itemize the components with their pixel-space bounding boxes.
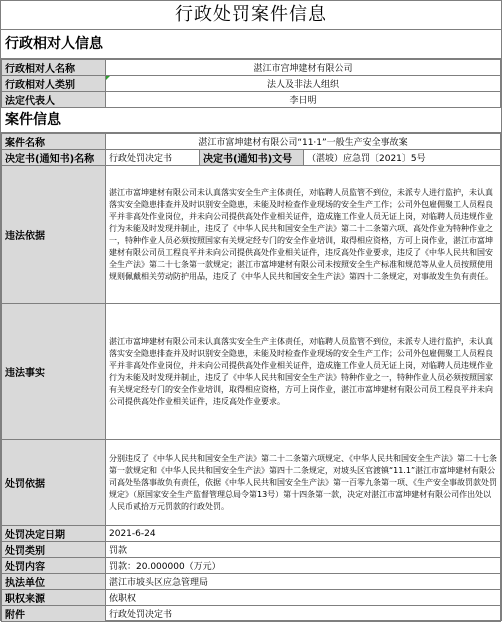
party-type-label: 行政相对人类别 <box>2 76 106 92</box>
case-name-value[interactable]: 湛江市富坤建材有限公司“11·1”一般生产安全事故案 <box>106 134 501 150</box>
facts-label: 违法事实 <box>2 304 106 440</box>
doc-no-label: 决定书(通知书)文号 <box>200 150 304 166</box>
party-name-value[interactable]: 湛江市宫坤建材有限公司 <box>106 60 501 76</box>
penalty-type-value[interactable]: 罚款 <box>106 542 501 558</box>
authority-source-label: 职权来源 <box>2 590 106 606</box>
legal-rep-value[interactable]: 李日明 <box>106 92 501 108</box>
basis-text[interactable]: 湛江市富坤建材有限公司未认真落实安全生产主体责任，对临聘人员监管不到位，未派专人进行监护，未认真落实安全隐患排查并及时识别安全隐患，未能及时检查作业现场的安全生产工作；公司外包雇佣聚工人员程良平并非高处作业岗位，并未向公司提供高处作业相关证件，造成施工作业人员无证上岗，对临聘人员违规作业行为未能及时发现并制止，违反了《中华人民共和国安全生产法》第二十二条第六项、高处作业为特种作业之一，特种作业人员必须按照国家有关规定经专门的安全作业培训，取得相应资格，方可上岗作业，湛江市富坤建材有限公司员工程良平并未向公司提供高处作业相关证件，违反高处作业要求，违反了《中华人民共和国安全生产法》第二十七条第一款规定；湛江市富坤建材有限公司未按照安全生产标准和规范等从业人员按照使用规则佩戴相关劳动防护用品，违反了《中华人民共和国安全生产法》第四十二条规定，对事故发生负有责任。 <box>106 166 501 304</box>
enforcement-unit-value[interactable]: 湛江市坡头区应急管理局 <box>106 574 501 590</box>
page-title: 行政处罚案件信息 <box>1 1 501 30</box>
authority-source-value[interactable]: 依职权 <box>106 590 501 606</box>
attachment-label: 附件 <box>2 606 106 622</box>
basis-label: 违法依据 <box>2 166 106 304</box>
legal-rep-label: 法定代表人 <box>2 92 106 108</box>
case-section-heading: 案件信息 <box>1 108 501 133</box>
decision-name-value[interactable]: 行政处罚决定书 <box>106 150 200 166</box>
penalty-basis-label: 处罚依据 <box>2 440 106 526</box>
decision-date-label: 处罚决定日期 <box>2 526 106 542</box>
penalty-content-value[interactable]: 罚款：20.000000（万元） <box>106 558 501 574</box>
party-section-heading: 行政相对人信息 <box>1 30 501 59</box>
facts-text[interactable]: 湛江市富坤建材有限公司未认真落实安全生产主体责任，对临聘人员监管不到位，未派专人进行监护，未认真落实安全隐患排查并及时识别安全隐患，未能及时检查作业现场的安全生产工作；公司外包雇佣聚工人员程良平并非高处作业岗位，并未向公司提供高处作业相关证件，造成施工作业人员无证上岗，对临聘人员违规作业行为未能及时发现并制止，违反了《中华人民共和国安全生产法》特种作业之一，特种作业人员必须按照国家有关规定经专门的安全作业培训，取得相应资格，方可上岗作业，湛江市富坤建材有限公司员工程良平并未向公司提供高处作业相关证件，违反高处作业要求。 <box>106 304 501 440</box>
case-table <box>1 133 501 622</box>
case-name-label: 案件名称 <box>2 134 106 150</box>
doc-no-value[interactable]: （湛坡）应急罚〔2021〕5号 <box>304 150 501 166</box>
party-table <box>1 59 501 108</box>
decision-name-label: 决定书(通知书)名称 <box>2 150 106 166</box>
attachment-value[interactable]: 行政处罚决定书 <box>106 606 501 622</box>
party-name-label: 行政相对人名称 <box>2 60 106 76</box>
party-type-value[interactable]: 法人及非法人组织 <box>106 76 501 92</box>
enforcement-unit-label: 执法单位 <box>2 574 106 590</box>
penalty-content-label: 处罚内容 <box>2 558 106 574</box>
penalty-type-label: 处罚类别 <box>2 542 106 558</box>
penalty-basis-text[interactable]: 分别违反了《中华人民共和国安全生产法》第二十二条第六项规定、《中华人民共和国安全生产法》第二十七条第一款规定和《中华人民共和国安全生产法》第四十二条规定，对坡头区官渡镇“11.1”湛江市富坤建材有限公司高处坠落事故负有责任，依据《中华人民共和国安全生产法》第一百零九条第一项、《生产安全事故罚款处罚规定》（原国家安全生产监督管理总局令第13号）第十四条第一款，决定对湛江市富坤建材有限公司作出处以人民币贰拾万元罚款的行政处罚。 <box>106 440 501 526</box>
decision-date-value[interactable]: 2021-6-24 <box>106 526 501 542</box>
